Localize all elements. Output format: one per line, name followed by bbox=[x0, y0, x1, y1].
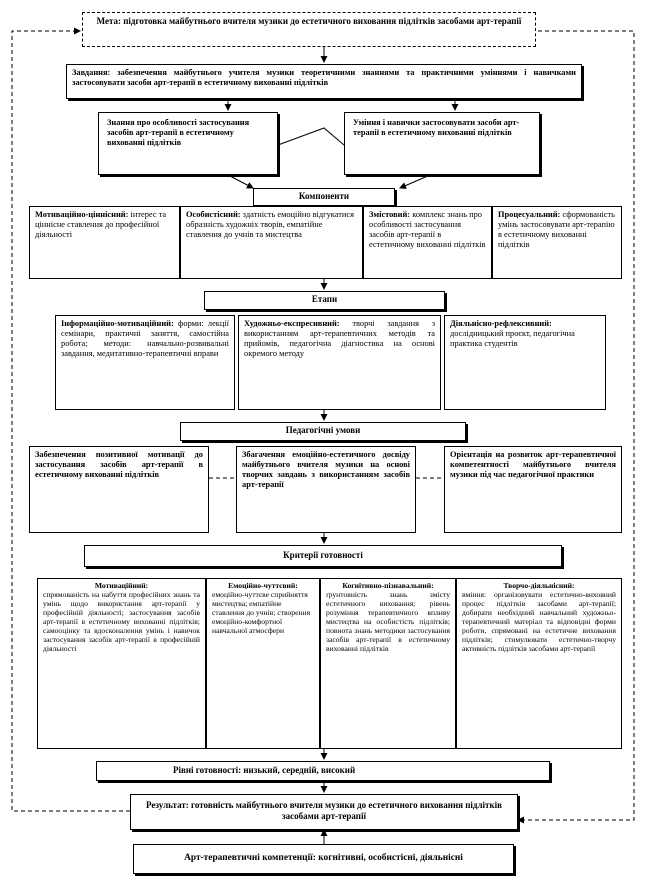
component-personal bbox=[180, 206, 363, 279]
condition-experience-text: Збагачення емоційно-естетичного досвіду майбутнього вчителя музики на основі творчих завдань з використанням засобів арт-терапії bbox=[242, 450, 410, 489]
component-content bbox=[363, 206, 492, 279]
criterion-emotional-label: Емоційно-чуттєвий: bbox=[228, 581, 298, 590]
knowledge-text: Знання про особливості застосування засобів арт-терапії в естетичному вихованні підлітків bbox=[107, 118, 250, 147]
condition-orientation-text: Орієнтація на розвиток арт-терапевтичної компетентності майбутнього вчителя музики під час педагогічної практики bbox=[450, 450, 616, 479]
link-knowledge-skills bbox=[278, 128, 344, 145]
competences-box bbox=[133, 844, 514, 874]
criterion-motivational-text: спрямованість на набуття професійних знань та умінь щодо використання арт-терапії у професійній діяльності; застосування засобів арт-терапії в естетичному вихованні підлітків; самооцінку та вдосконалення умінь і навичок застосування засобів арт-терапії в професійній діяльності bbox=[43, 589, 200, 653]
stage-reflective bbox=[444, 315, 606, 410]
stage-informational-label: Інформаційно-мотиваційний: bbox=[61, 319, 174, 328]
levels-text: низький, середній, високий bbox=[243, 765, 356, 775]
criterion-motivational-label: Мотиваційний: bbox=[94, 581, 149, 590]
criterion-emotional bbox=[206, 578, 320, 749]
component-personal-label: Особистісний: bbox=[186, 210, 241, 219]
knowledge-box bbox=[98, 112, 278, 175]
criterion-creative bbox=[456, 578, 622, 749]
arrow-skills-to-components bbox=[400, 175, 430, 188]
component-motivational bbox=[29, 206, 180, 279]
stages-title: Етапи bbox=[311, 294, 338, 304]
result-text: готовність майбутнього вчителя музики до естетичного виховання підлітків засобами арт-терапії bbox=[191, 800, 502, 821]
condition-motivation bbox=[29, 446, 209, 533]
condition-orientation bbox=[444, 446, 622, 533]
competences-label: Арт-терапевтичні компетенції: bbox=[184, 853, 316, 863]
conditions-title: Педагогічні умови bbox=[285, 425, 361, 435]
component-procedural bbox=[492, 206, 622, 279]
criteria-title: Критерії готовності bbox=[283, 550, 363, 560]
goal-box bbox=[82, 12, 536, 47]
condition-motivation-text: Забезпечення позитивної мотивації до застосування засобів арт-терапії в естетичному вихованні підлітків bbox=[35, 450, 203, 479]
component-motivational-text: інтерес та ціннісне ставлення до професійної діяльності bbox=[35, 210, 167, 239]
goal-label: Мета: bbox=[96, 16, 121, 26]
skills-box bbox=[344, 112, 540, 175]
condition-experience bbox=[236, 446, 416, 533]
criterion-cognitive-label: Когнітивно-пізнавальний: bbox=[342, 581, 434, 590]
component-motivational-label: Мотиваційно-ціннісний: bbox=[35, 210, 129, 219]
criteria-title-box bbox=[84, 545, 562, 567]
stage-reflective-label: Діяльнісно-рефлексивний: bbox=[450, 319, 552, 328]
criterion-creative-label: Творчо-діяльнісний: bbox=[503, 581, 575, 590]
goal-text: підготовка майбутнього вчителя музики до естетичного виховання підлітків засобами арт-терапії bbox=[123, 16, 522, 26]
stage-artistic bbox=[238, 315, 441, 410]
skills-text: Уміння і навички застосовувати засоби арт-терапії в естетичному вихованні підлітків bbox=[353, 118, 520, 137]
stages-title-box bbox=[204, 291, 445, 310]
stage-artistic-text: творчі завдання з використанням арт-терапевтичних методів та прийомів, педагогічна діагностика на основі окремого методу bbox=[244, 319, 436, 358]
task-label: Завдання: bbox=[72, 68, 111, 77]
task-text: забезпечення майбутнього учителя музики теоретичними знаннями та практичними уміннями і навичками застосовувати засоби арт-терапії в естетичному вихованні підлітків bbox=[72, 68, 576, 87]
levels-label: Рівні готовності: bbox=[173, 765, 242, 775]
criterion-cognitive bbox=[320, 578, 456, 749]
criterion-motivational bbox=[37, 578, 206, 749]
criterion-cognitive-text: ґрунтовність знань змісту естетичного виховання; рівень розуміння терапевтичного впливу мистецтва на особистість підлітків; повнота знань методики застосування засобів арт-терапії в естетичному вихованні підлітків bbox=[326, 589, 450, 653]
stage-informational bbox=[55, 315, 235, 410]
stage-reflective-text: дослідницький проєкт, педагогічна практика студентів bbox=[450, 328, 575, 348]
conditions-title-box bbox=[180, 422, 466, 441]
components-title-box bbox=[253, 188, 395, 206]
competences-text: когнітивні, особистісні, діяльнісні bbox=[318, 853, 463, 863]
task-box bbox=[66, 64, 582, 99]
result-label: Результат: bbox=[146, 800, 189, 810]
result-box bbox=[130, 794, 518, 830]
stage-artistic-label: Художньо-експресивний: bbox=[244, 319, 340, 328]
component-procedural-label: Процесуальний: bbox=[498, 210, 561, 219]
component-personal-text: здатність емоційно відгукатися образність художніх творів, емпатійне ставлення до учнів та мистецтва bbox=[186, 210, 354, 239]
component-procedural-text: сформованість умінь застосовувати арт-терапію в естетичному вихованні підлітків bbox=[498, 210, 615, 249]
criterion-creative-text: вміння: організовувати естетично-виховний процес підлітків засобами арт-терапії; добирати необхідний навчальний художньо-терапевтичний матеріал та відповідні форми роботи, спрямовані на естетичне виховання підлітків; стимулювати естетично-творчу активність підлітків засобами арт-терапії bbox=[462, 589, 616, 653]
arrow-knowledge-to-components bbox=[228, 175, 253, 188]
component-content-text: комплекс знань про особливості застосування засобів арт-терапії в естетичному вихованні підлітків bbox=[369, 210, 486, 249]
levels-box bbox=[96, 761, 550, 781]
criterion-emotional-text: емоційно-чуттєве сприйняття мистецтва; емпатійне ставлення до учнів; створення емоційно-комфортної навчальної атмосфери bbox=[212, 589, 311, 635]
components-title: Компоненти bbox=[298, 191, 350, 201]
stage-informational-text: форми: лекції семінари, практичні заняття, самостійна робота; методи: навчально-розвивальні завдання, медитативно-терапевтичні вправи bbox=[61, 319, 230, 358]
component-content-label: Змістовий: bbox=[369, 210, 411, 219]
